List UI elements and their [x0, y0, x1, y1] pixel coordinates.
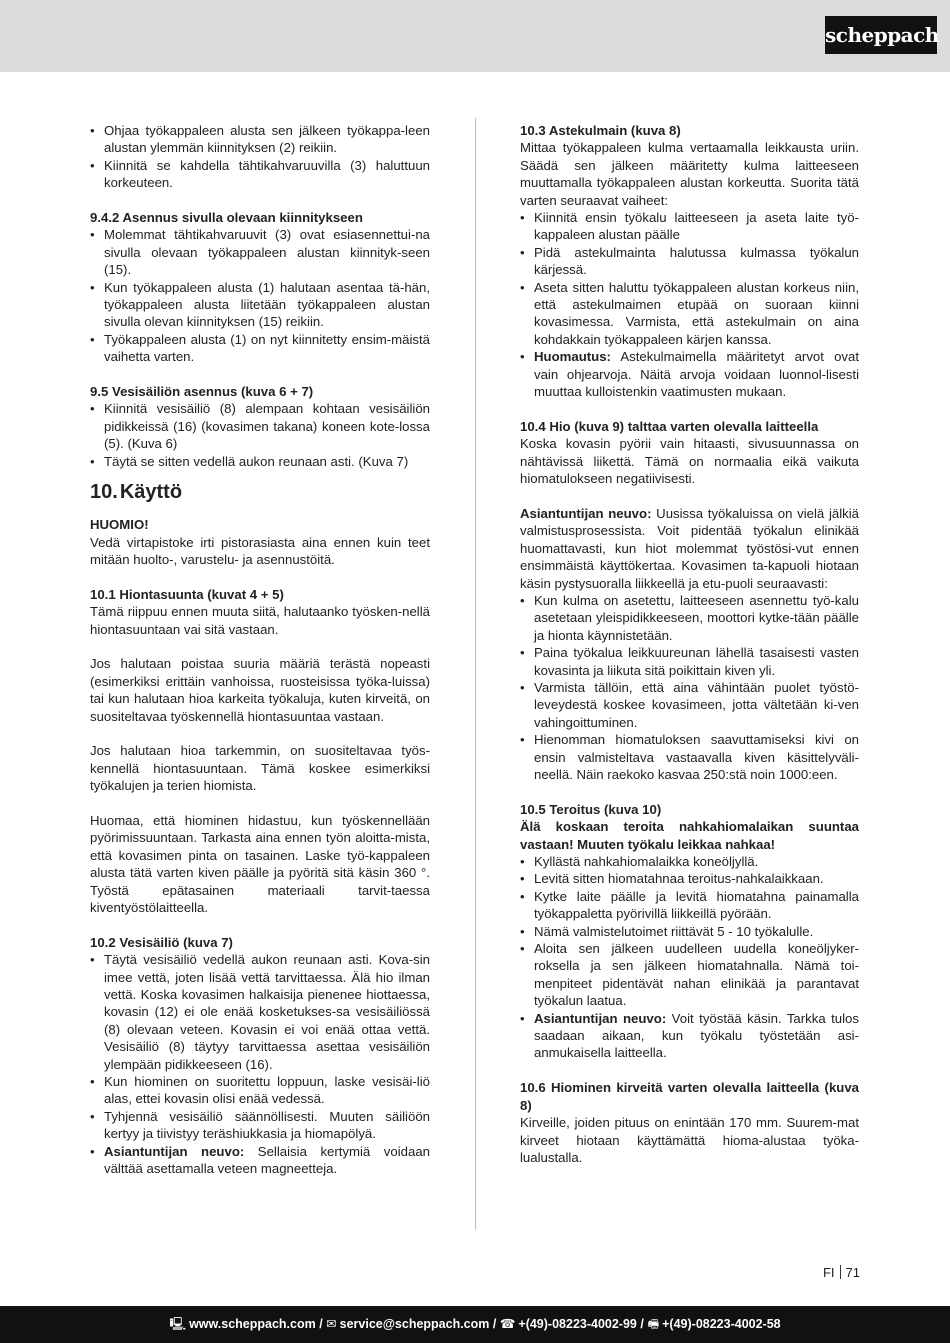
section-heading-10-2: 10.2 Vesisäiliö (kuva 7)	[90, 934, 233, 950]
paragraph: Mittaa työkappaleen kulma vertaamalla leikkausta uriin. Säädä sen jälkeen määritetty kulma laitteeseen muuttamalla työkappaleen alustan korkeutta. Suorita tätä varten seuraavat vaiheet:	[520, 140, 859, 208]
section-heading-10-5: 10.5 Teroitus (kuva 10)	[520, 801, 662, 817]
list-item: • Ohjaa työkappaleen alusta sen jälkeen työkappa-leen alustan ylemmän kiinnityksen (2) reikiin.	[90, 122, 430, 157]
tip-text: Uusissa työkaluissa on vielä jälkiä valmistusprosessista. Voit pidentää työkalun elinikää huomattavasti, kun hiot molemmat työstösi-vut ennen ensimmäistä käyttökertaa. Kovasimen ta-kapuoli hiotaan käsin pystysuoralla liikkeellä ja etu-puoli seuraavasti:	[520, 505, 859, 591]
column-divider	[475, 118, 476, 1230]
footer-separator: /	[489, 1317, 500, 1331]
warning-text: Vedä virtapistoke irti pistorasiasta aina ennen kuin teet mitään huolto-, varustelu- ja asennustöitä.	[90, 534, 430, 567]
list-item: • Varmista tällöin, että aina vähintään puolet työstö-leveydestä koskee kovasimeen, jotta vältetään ki-ven vahingoittuminen.	[520, 679, 859, 731]
section-10-2-list	[90, 951, 430, 1177]
mail-icon: ✉	[326, 1317, 337, 1331]
list-item: • Tyhjennä vesisäiliö säännöllisesti. Muuten säiliöön kertyy ja tiivistyy teräshiukkasia ja hiomapölyä.	[90, 1108, 430, 1143]
list-item: • Kun kulma on asetettu, laitteeseen asennettu työ-kalu asetetaan yleispidikkeeseen, moottori kytke-tään päälle ja hionta käynnistetään.	[520, 592, 859, 644]
footer-separator: /	[315, 1317, 327, 1331]
footer-phone: +(49)-08223-4002-99	[518, 1317, 637, 1331]
section-heading-10-4: 10.4 Hio (kuva 9) talttaa varten olevalla laitteella	[520, 418, 819, 434]
paragraph: Jos halutaan hioa tarkemmin, on suositeltavaa työs-kennellä hiontasuuntaan. Tämä koskee esimerkiksi työkalujen ja terien hiomista.	[90, 743, 430, 794]
footer-separator: /	[636, 1317, 648, 1331]
computer-icon: 🖳	[169, 1317, 187, 1331]
list-item: • Molemmat tähtikahvaruuvit (3) ovat esiasennettui-na sivulla olevaan työkappaleen alustan kiinnityk-seen (15).	[90, 226, 430, 278]
intro-list	[90, 122, 430, 192]
list-item	[90, 1143, 430, 1178]
sharpening-warning: Älä koskaan teroita nahkahiomalaikan suuntaa vastaan! Muuten työkalu leikkaa nahkaa!	[520, 819, 859, 852]
list-item: • Täytä vesisäiliö vedellä aukon reunaan asti. Kova-sin imee vettä, joten lisää vettä tarvittaessa. Älä hio ilman vettä. Koska kovasimen halkaisija pienenee hiottaessa, kovasin (12) ei ole enää kosketukses-sa vesisäiliössä (8) olevaan veteen. Kovasin ei voi enää ottaa vettä. Vesisäiliö (8) täytyy tarvittaessa asettaa vesisäiliön ylempään pidikkeeseen (16).	[90, 951, 430, 1073]
list-item: • Työkappaleen alusta (1) on nyt kiinnitetty ensim-mäistä vaihetta varten.	[90, 331, 430, 366]
tip-label: Asiantuntijan neuvo:	[520, 505, 652, 521]
paragraph: Koska kovasin pyörii vain hitaasti, sivusuunnassa on nähtävissä liikettä. Tämä on normaalia eikä vaikuta hiomatulokseen negatiivisesti.	[520, 436, 859, 487]
page-number-value: 71	[845, 1265, 860, 1280]
list-item: • Levitä sitten hiomatahnaa teroitus-nahkalaikkaan.	[520, 870, 859, 887]
section-10-4-list	[520, 592, 859, 783]
section-10-5-list	[520, 853, 859, 1062]
right-column	[520, 122, 859, 1166]
list-item: • Täytä se sitten vedellä aukon reunaan asti. (Kuva 7)	[90, 453, 430, 470]
tip-text: Sellaisia kertymiä voidaan välttää asettamalla veteen magneetteja.	[104, 1143, 430, 1177]
footer-fax: +(49)-08223-4002-58	[662, 1317, 781, 1331]
section-heading-9-5: 9.5 Vesisäiliön asennus (kuva 6 + 7)	[90, 384, 314, 400]
tip-label: Asiantuntijan neuvo:	[104, 1143, 245, 1159]
list-item: • Nämä valmistelutoimet riittävät 5 - 10 työkalulle.	[520, 923, 859, 940]
note-label: Huomautus:	[534, 349, 611, 365]
section-heading-10-1: 10.1 Hiontasuunta (kuvat 4 + 5)	[90, 586, 284, 602]
paragraph: Huomaa, että hiominen hidastuu, kun työskennellään pyörimissuuntaan. Tarkasta aina ennen työn aloitta-mista, että kovasimen pinta on tasainen. Laske työ-kappaleen alusta tätä varten kiven päälle ja pyöritä sitä käsin 360 °. Työstä epätasainen materiaali tarvit-taessa kiventyöstölaitteella.	[90, 812, 430, 915]
paragraph: Tämä riippuu ennen muuta siitä, halutaanko työsken-nellä hiontasuuntaan vai sitä vastaan.	[90, 604, 430, 637]
section-10-3-list	[520, 209, 859, 400]
list-item: • Paina työkalua leikkuureunan lähellä tasaisesti vasten kovasinta ja liikuta sitä poikittain kiven yli.	[520, 644, 859, 679]
list-item: • Kytke laite päälle ja levitä hiomatahna painamalla työkappaletta pyörivillä liikkeillä pyörään.	[520, 888, 859, 923]
chapter-number: 10.	[90, 481, 118, 504]
section-9-4-2-list	[90, 226, 430, 365]
list-item	[520, 1010, 859, 1062]
list-item: • Pidä astekulmainta halutussa kulmassa työkalun kärjessä.	[520, 244, 859, 279]
section-heading-10-3: 10.3 Astekulmain (kuva 8)	[520, 123, 681, 138]
list-item: • Aloita sen jälkeen uudelleen uudella koneöljyker-roksella ja sen jälkeen hiomatahnalla. Nämä toi-menpiteet pidentävät nahan elinikää ja parantavat työkalun laatua.	[520, 940, 859, 1010]
footer-website[interactable]: www.scheppach.com	[189, 1317, 316, 1331]
tip-text: Voit työstää käsin. Tarkka tulos saadaan aikaan, kun työkalu työstetään asi-anmukaisella laitteella.	[534, 1010, 859, 1061]
footer-bar	[0, 1306, 950, 1343]
section-9-5-list	[90, 400, 430, 470]
page-number-separator	[840, 1265, 841, 1279]
list-item: • Aseta sitten haluttu työkappaleen alustan korkeus niin, että astekulmaimen etupää on suoraan kiinni kovasimessa. Varmista, että astekulmain on aina kohdakkain työkappaleen kärjen kanssa.	[520, 279, 859, 349]
list-item: • Kiinnitä ensin työkalu laitteeseen ja aseta laite työ-kappaleen alustan päälle	[520, 209, 859, 244]
list-item: • Kiinnitä vesisäiliö (8) alempaan kohtaan vesisäiliön pidikkeissä (16) (kovasimen takana) koneen kote-lossa (5). (Kuva 6)	[90, 400, 430, 452]
header-band	[0, 0, 950, 72]
note-text: Astekulmaimella määritetyt arvot ovat vain ohjearvoja. Näitä arvoja voidaan luonnol-lisesti muuttaa kulloistenkin vaatimusten mukaan.	[534, 349, 859, 400]
phone-icon: ☎	[499, 1317, 516, 1331]
list-item: • Kun työkappaleen alusta (1) halutaan asentaa tä-hän, työkappaleen alusta liitetään työkappaleen alustan sivulla olevan kiinnityksen (15) reikiin.	[90, 279, 430, 331]
paragraph: Jos halutaan poistaa suuria määriä terästä nopeasti (esimerkiksi erittäin vanhoissa, ruosteisissa työka-luissa) tai kun halutaan hioa karkeita työkaluja, kuten kirveitä, on suositeltavaa työskennellä hiontasuuntaa vastaan.	[90, 656, 430, 724]
list-item: • Kyllästä nahkahiomalaikka koneöljyllä.	[520, 853, 859, 870]
chapter-heading-10	[90, 480, 430, 504]
chapter-title: Käyttö	[119, 481, 183, 504]
section-heading-10-6: 10.6 Hiominen kirveitä varten olevalla laitteella (kuva 8)	[520, 1080, 859, 1113]
warning-heading: HUOMIO!	[90, 517, 149, 533]
left-column	[90, 122, 430, 1177]
tip-label: Asiantuntijan neuvo:	[534, 1010, 667, 1026]
paragraph	[520, 505, 859, 592]
language-code: FI	[822, 1265, 835, 1280]
list-item: • Hienomman hiomatuloksen saavuttamiseksi kivi on ensin valmisteltava vastaavalla kiven käsittelyväli-neellä. Näin raekoko kasvaa 250:stä noin 1000:een.	[520, 731, 859, 783]
list-item: • Kun hiominen on suoritettu loppuun, laske vesisäi-liö alas, ettei kovasin olisi enää vedessä.	[90, 1073, 430, 1108]
footer-email[interactable]: service@scheppach.com	[339, 1317, 490, 1331]
section-heading-9-4-2: 9.4.2 Asennus sivulla olevaan kiinnitykseen	[90, 210, 363, 226]
list-item	[520, 348, 859, 400]
page-number	[823, 1265, 860, 1280]
paragraph: Kirveille, joiden pituus on enintään 170 mm. Suurem-mat kirveet hiotaan käyttämättä hioma-alustaa työka-lualustalla.	[520, 1115, 859, 1165]
brand-logo: scheppach	[825, 16, 937, 54]
fax-icon: 🖷	[647, 1317, 660, 1331]
list-item: • Kiinnitä se kahdella tähtikahvaruuvilla (3) haluttuun korkeuteen.	[90, 157, 430, 192]
